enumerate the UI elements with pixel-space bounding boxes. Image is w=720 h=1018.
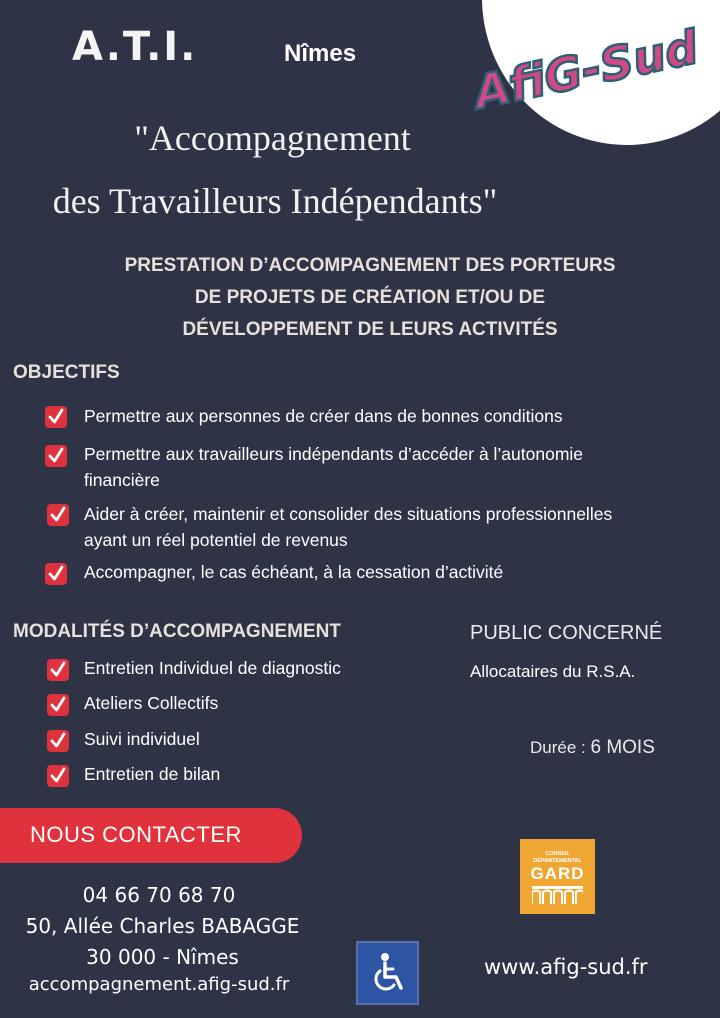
gard-logo-subtitle <box>520 851 595 865</box>
check-icon <box>45 563 67 585</box>
objectifs-heading: OBJECTIFS <box>13 362 120 383</box>
check-icon <box>47 694 69 716</box>
check-icon <box>47 659 69 681</box>
address-line: 50, Allée Charles BABAGGE <box>25 914 300 938</box>
check-icon <box>45 445 67 467</box>
postal-line: 30 000 - Nîmes <box>86 945 239 969</box>
check-icon <box>47 765 69 787</box>
modalite-item: Ateliers Collectifs <box>84 693 219 713</box>
objectif-item-line: Accompagner, le cas échéant, à la cessation d’activité <box>84 562 504 582</box>
objectif-item <box>84 403 563 429</box>
website-link[interactable]: www.afig-sud.fr <box>484 955 648 979</box>
check-icon <box>45 406 67 428</box>
prestation-line-3: DÉVELOPPEMENT DE LEURS ACTIVITÉS <box>182 319 558 340</box>
prestation-description <box>60 250 680 346</box>
gard-logo-name: GARD <box>530 864 585 883</box>
logo-text: AfiG-Sud <box>469 19 703 120</box>
objectif-item-line: Aider à créer, maintenir et consolider des situations professionnelles <box>84 504 613 524</box>
title-line-1: "Accompagnement <box>134 118 411 158</box>
afig-sud-logo <box>455 14 715 124</box>
modalites-heading: MODALITÉS D’ACCOMPAGNEMENT <box>13 621 341 642</box>
gard-logo-line-2: DÉPARTEMENTAL <box>533 858 582 864</box>
aqueduct-icon <box>532 886 583 904</box>
public-heading: PUBLIC CONCERNÉ <box>470 622 663 644</box>
modalite-item: Entretien de bilan <box>84 764 221 784</box>
prestation-line-1: PRESTATION D’ACCOMPAGNEMENT DES PORTEURS <box>124 255 616 276</box>
gard-department-logo <box>520 839 595 914</box>
contact-button[interactable] <box>0 808 302 863</box>
modalite-item: Suivi individuel <box>84 729 200 749</box>
wheelchair-icon <box>356 941 419 1005</box>
phone-number[interactable]: 04 66 70 68 70 <box>82 883 236 907</box>
public-value: Allocataires du R.S.A. <box>470 662 636 681</box>
objectif-item-line: financière <box>84 470 160 490</box>
contact-button-label: NOUS CONTACTER <box>30 822 242 847</box>
program-acronym: A.T.I. <box>72 24 198 70</box>
duration <box>530 737 655 759</box>
check-icon <box>47 504 69 526</box>
check-icon <box>47 730 69 752</box>
objectif-item-line: Permettre aux personnes de créer dans de bonnes conditions <box>84 406 563 426</box>
objectif-item <box>84 559 503 585</box>
city-name: Nîmes <box>284 40 357 67</box>
prestation-line-2: DE PROJETS DE CRÉATION ET/OU DE <box>194 287 546 308</box>
duration-value: 6 MOIS <box>590 737 655 758</box>
objectif-item <box>84 501 612 553</box>
modalite-item: Entretien Individuel de diagnostic <box>84 658 341 678</box>
email-address[interactable]: accompagnement.afig-sud.fr <box>28 974 290 995</box>
duration-label: Durée : <box>530 738 591 757</box>
title-line-2: des Travailleurs Indépendants" <box>52 181 498 221</box>
gard-logo-line-1: CONSEIL <box>545 851 570 857</box>
objectif-item-line: Permettre aux travailleurs indépendants d’accéder à l’autonomie <box>84 444 584 464</box>
objectif-item <box>84 441 583 493</box>
objectif-item-line: ayant un réel potentiel de revenus <box>84 530 348 550</box>
